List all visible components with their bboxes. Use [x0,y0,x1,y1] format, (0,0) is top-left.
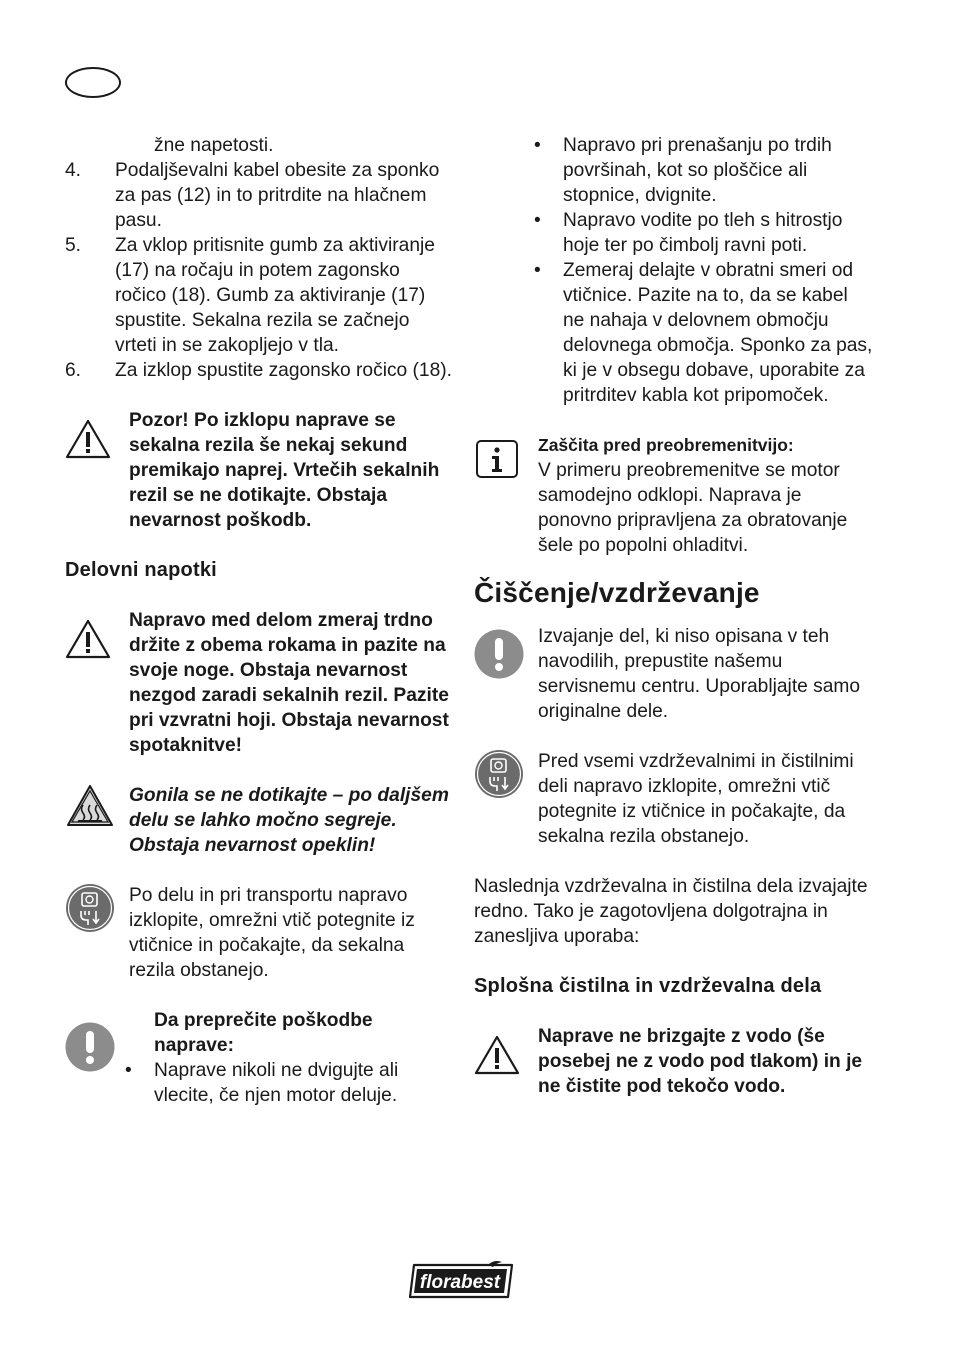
section-heading: Čiščenje/vzdrževanje [474,577,760,608]
bullet-text: Napravo vodite po tleh s hitrostjo hoje ter po čimbolj ravni poti. [563,210,843,256]
continued-text: žne napetosti. [154,135,274,156]
item-number: 5. [65,235,82,256]
info-body [538,433,874,558]
hot-surface-icon [65,783,129,829]
brand-text: florabest [419,1272,501,1293]
info-icon [474,433,538,479]
warning-triangle-icon [65,408,129,460]
warning-text: Pozor! Po izklopu naprave se sekalna rezila še nekaj sekund premikajo naprej. Vrtečih sekalnih rezil se ne dotikajte. Obstaja nevarnost poškodb. [129,410,440,531]
intro-paragraph: Naslednja vzdrževalna in čistilna dela izvajajte redno. Tako je zagotovljena dolgotrajna in zanesljiva uporaba: [474,876,868,947]
caution-note [65,1008,455,1108]
warning-triangle-icon [474,1024,538,1076]
unplug-text: Po delu in pri transportu napravo izklopite, omrežni vtič potegnite iz vtičnice in počakajte, da sekalna rezila obstanejo. [129,885,415,981]
unplug-text: Pred vsemi vzdrževalnimi in čistilnimi deli napravo izklopite, omrežni vtič potegnite iz vtičnice in počakajte, da sekalna rezila obstanejo. [538,751,854,847]
unplug-note [474,749,874,849]
warning-note [65,408,455,533]
right-column [474,133,874,1099]
info-title: Zaščita pred preobremenitvijo: [538,435,794,455]
caution-body [125,1008,455,1108]
list-item [65,158,455,233]
bullet-dot: • [534,210,541,231]
warning-text: Napravo med delom zmeraj trdno držite z obema rokama in pazite na svoje noge. Obstaja nevarnost nezgod zaradi sekalnih rezil. Pazite pri vzvratni hoji. Obstaja nevarnost spotaknitve! [129,610,449,756]
bullet-dot: • [534,260,541,281]
warning-note [474,1024,874,1099]
item-text: Za izklop spustite zagonsko ročico (18). [115,360,452,381]
caution-title: Da preprečite poškodbe naprave: [154,1010,373,1056]
item-number: 4. [65,160,82,181]
language-badge [65,67,121,98]
unplug-icon [474,749,538,799]
list-item [474,208,874,258]
bullet-text: Napravo pri prenašanju po trdih površinah, kot so ploščice ali stopnice, dvignite. [563,135,832,206]
bullet-dot: • [125,1060,132,1081]
list-item [474,133,874,208]
florabest-logo [406,1261,516,1301]
service-note [474,624,874,724]
left-column [65,133,455,1108]
hot-surface-text: Gonila se ne dotikajte – po daljšem delu se lahko močno segreje. Obstaja nevarnost opeklin! [129,785,449,856]
bullet-dot: • [534,135,541,156]
list-item [65,358,455,383]
info-text: V primeru preobremenitve se motor samodejno odklopi. Naprava je ponovno pripravljena za obratovanje šele po popolni ohladitvi. [538,460,848,556]
list-item [65,1058,455,1108]
warning-note [65,608,455,758]
sub-heading: Splošna čistilna in vzdrževalna dela [474,975,822,997]
section-heading: Delovni napotki [65,559,217,581]
bullet-text: Naprave nikoli ne dvigujte ali vlecite, če njen motor deluje. [154,1060,399,1106]
item-number: 6. [65,360,82,381]
info-note [474,433,874,558]
exclamation-icon [474,624,538,679]
warning-text: Naprave ne brizgajte z vodo (še posebej ne z vodo pod tlakom) in je ne čistite pod tekočo vodo. [538,1026,863,1097]
hot-surface-note [65,783,455,858]
bullet-text: Zemeraj delajte v obratni smeri od vtičnice. Pazite na to, da se kabel ne nahaja v delovnem območju delovnega območja. Sponko za pas, ki je v obsegu dobave, uporabite za pritrditev kabla kot pripomoček. [563,260,873,406]
service-text: Izvajanje del, ki niso opisana v teh navodilih, prepustite našemu servisnemu centru. Uporabljajte samo originalne dele. [538,626,861,722]
item-text: Za vklop pritisnite gumb za aktiviranje (17) na ročaju in potem zagonsko ročico (18). Gumb za aktiviranje (17) spustite. Sekalna rezila se začnejo vrteti in se zakopljejo v tla. [115,235,435,356]
list-item [474,258,874,408]
list-item [65,233,455,358]
warning-triangle-icon [65,608,129,660]
item-text: Podaljševalni kabel obesite za sponko za pas (12) in to pritrdite na hlačnem pasu. [115,160,440,231]
unplug-icon [65,883,129,933]
unplug-note [65,883,455,983]
